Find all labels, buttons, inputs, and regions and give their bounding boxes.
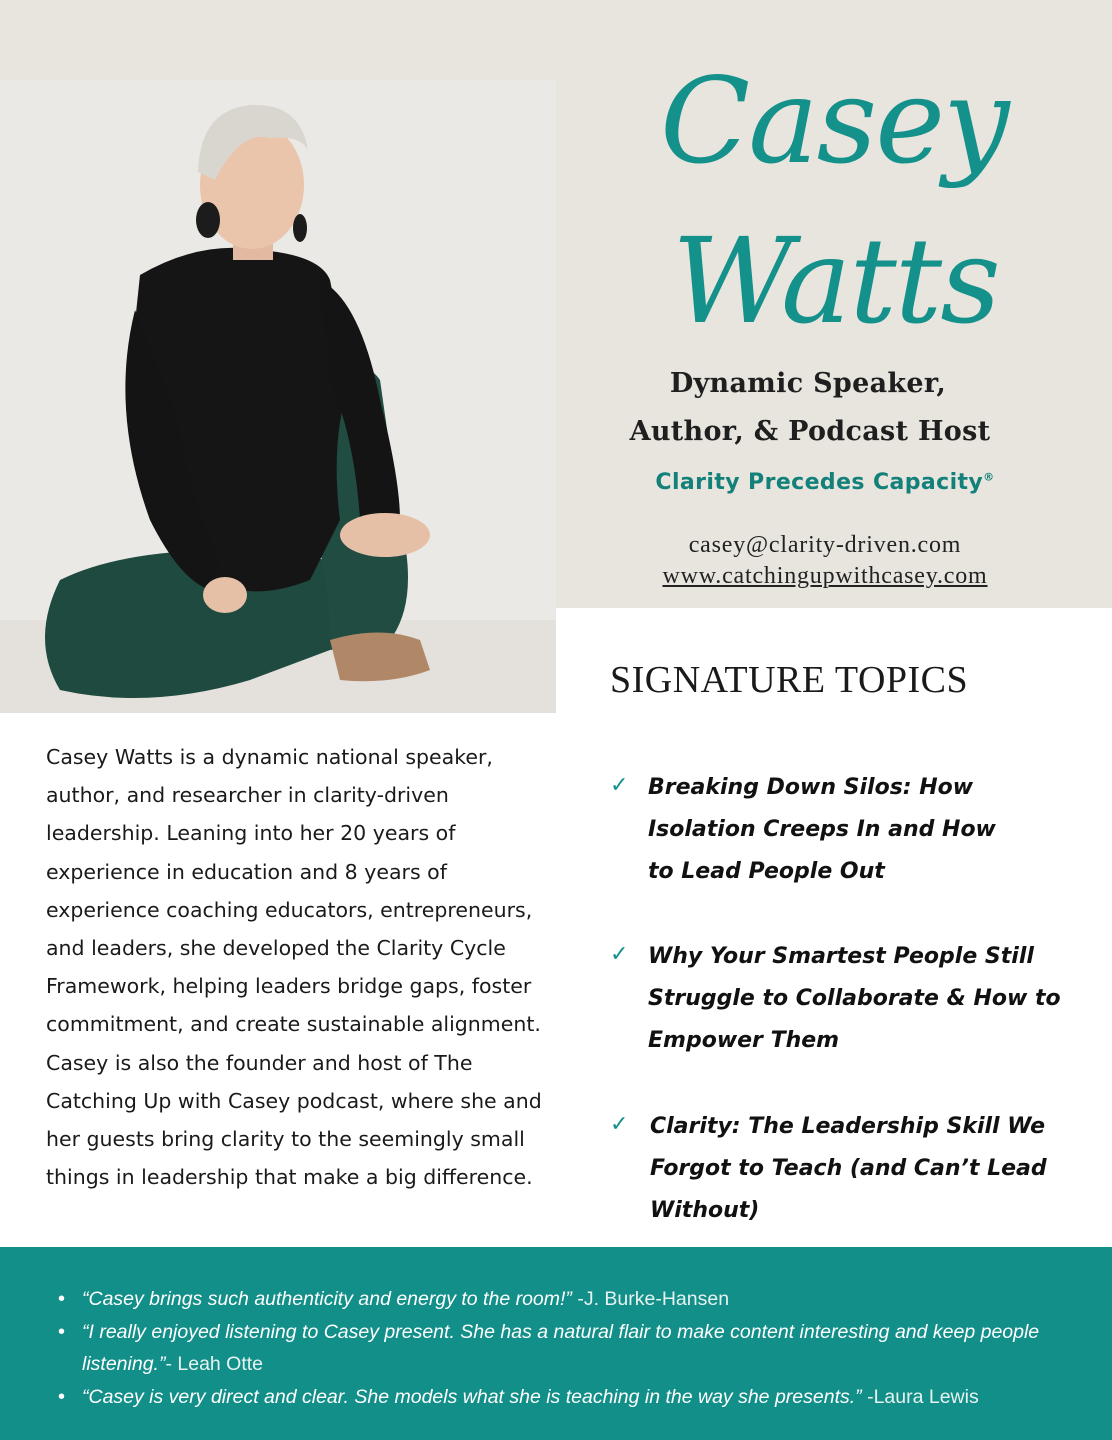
topic-text — [650, 1106, 1047, 1232]
topic-line: Forgot to Teach (and Can’t Lead — [650, 1156, 1047, 1181]
checkmark-icon: ✓ — [610, 1112, 629, 1137]
topic-line: Clarity: The Leadership Skill We — [650, 1114, 1046, 1139]
topics-heading: SIGNATURE TOPICS — [610, 659, 969, 701]
testimonial-item — [58, 1381, 1078, 1413]
topic-line: Struggle to Collaborate & How to — [648, 986, 1061, 1011]
testimonial-author: -Laura Lewis — [861, 1386, 979, 1408]
topic-line: Breaking Down Silos: How — [648, 775, 974, 800]
topic-line: to Lead People Out — [648, 859, 885, 884]
bio-paragraph: Casey Watts is a dynamic national speaker, author, and researcher in clarity-driven leadership. Leaning into her 20 years of experience in education and 8 years of experience coaching educators, entrepreneurs, and leaders, she developed the Clarity Cycle Framework, helping leaders bridge gaps, foster commitment, and create sustainable alignment. Casey is also the founder and host of The Catching Up with Casey podcast, where she and her guests bring clarity to the seemingly small things in leadership that make a big difference. — [46, 745, 542, 1190]
tagline — [600, 470, 1050, 495]
contact-email[interactable]: casey@clarity-driven.com — [688, 532, 962, 558]
testimonial-item — [58, 1283, 1078, 1315]
website-link[interactable]: www.catchingupwithcasey.com — [662, 563, 988, 589]
testimonial-author: -J. Burke-Hansen — [571, 1288, 730, 1310]
testimonial-quote: “Casey brings such authenticity and energy to the room!” — [82, 1288, 572, 1310]
topic-line: Without) — [650, 1198, 760, 1223]
topic-line: Empower Them — [648, 1028, 840, 1053]
subtitle-line-2: Author, & Podcast Host — [629, 416, 991, 447]
checkmark-icon: ✓ — [610, 773, 629, 798]
topic-line: Isolation Creeps In and How — [648, 817, 996, 842]
topic-item — [610, 1106, 1080, 1232]
topic-item — [610, 767, 1080, 893]
testimonial-item — [58, 1316, 1078, 1380]
speaker-photo — [0, 80, 556, 713]
topic-item — [610, 936, 1080, 1062]
tagline-text: Clarity Precedes Capacity — [655, 470, 984, 495]
registered-mark: ® — [983, 470, 995, 484]
testimonial-quote: “I really enjoyed listening to Casey present. She has a natural flair to make content interesting and keep people listening.” — [82, 1321, 1040, 1375]
subtitle-line-1: Dynamic Speaker, — [669, 368, 947, 399]
checkmark-icon: ✓ — [610, 942, 629, 967]
topic-line: Why Your Smartest People Still — [648, 944, 1034, 969]
topic-text — [648, 936, 1061, 1062]
testimonial-quote: “Casey is very direct and clear. She models what she is teaching in the way she presents.” — [82, 1386, 862, 1408]
testimonials-list — [58, 1283, 1078, 1414]
speaker-first-name: Casey — [660, 52, 1008, 190]
testimonial-author: - Leah Otte — [165, 1353, 264, 1375]
speaker-last-name: Watts — [672, 212, 999, 350]
topic-text — [648, 767, 996, 893]
